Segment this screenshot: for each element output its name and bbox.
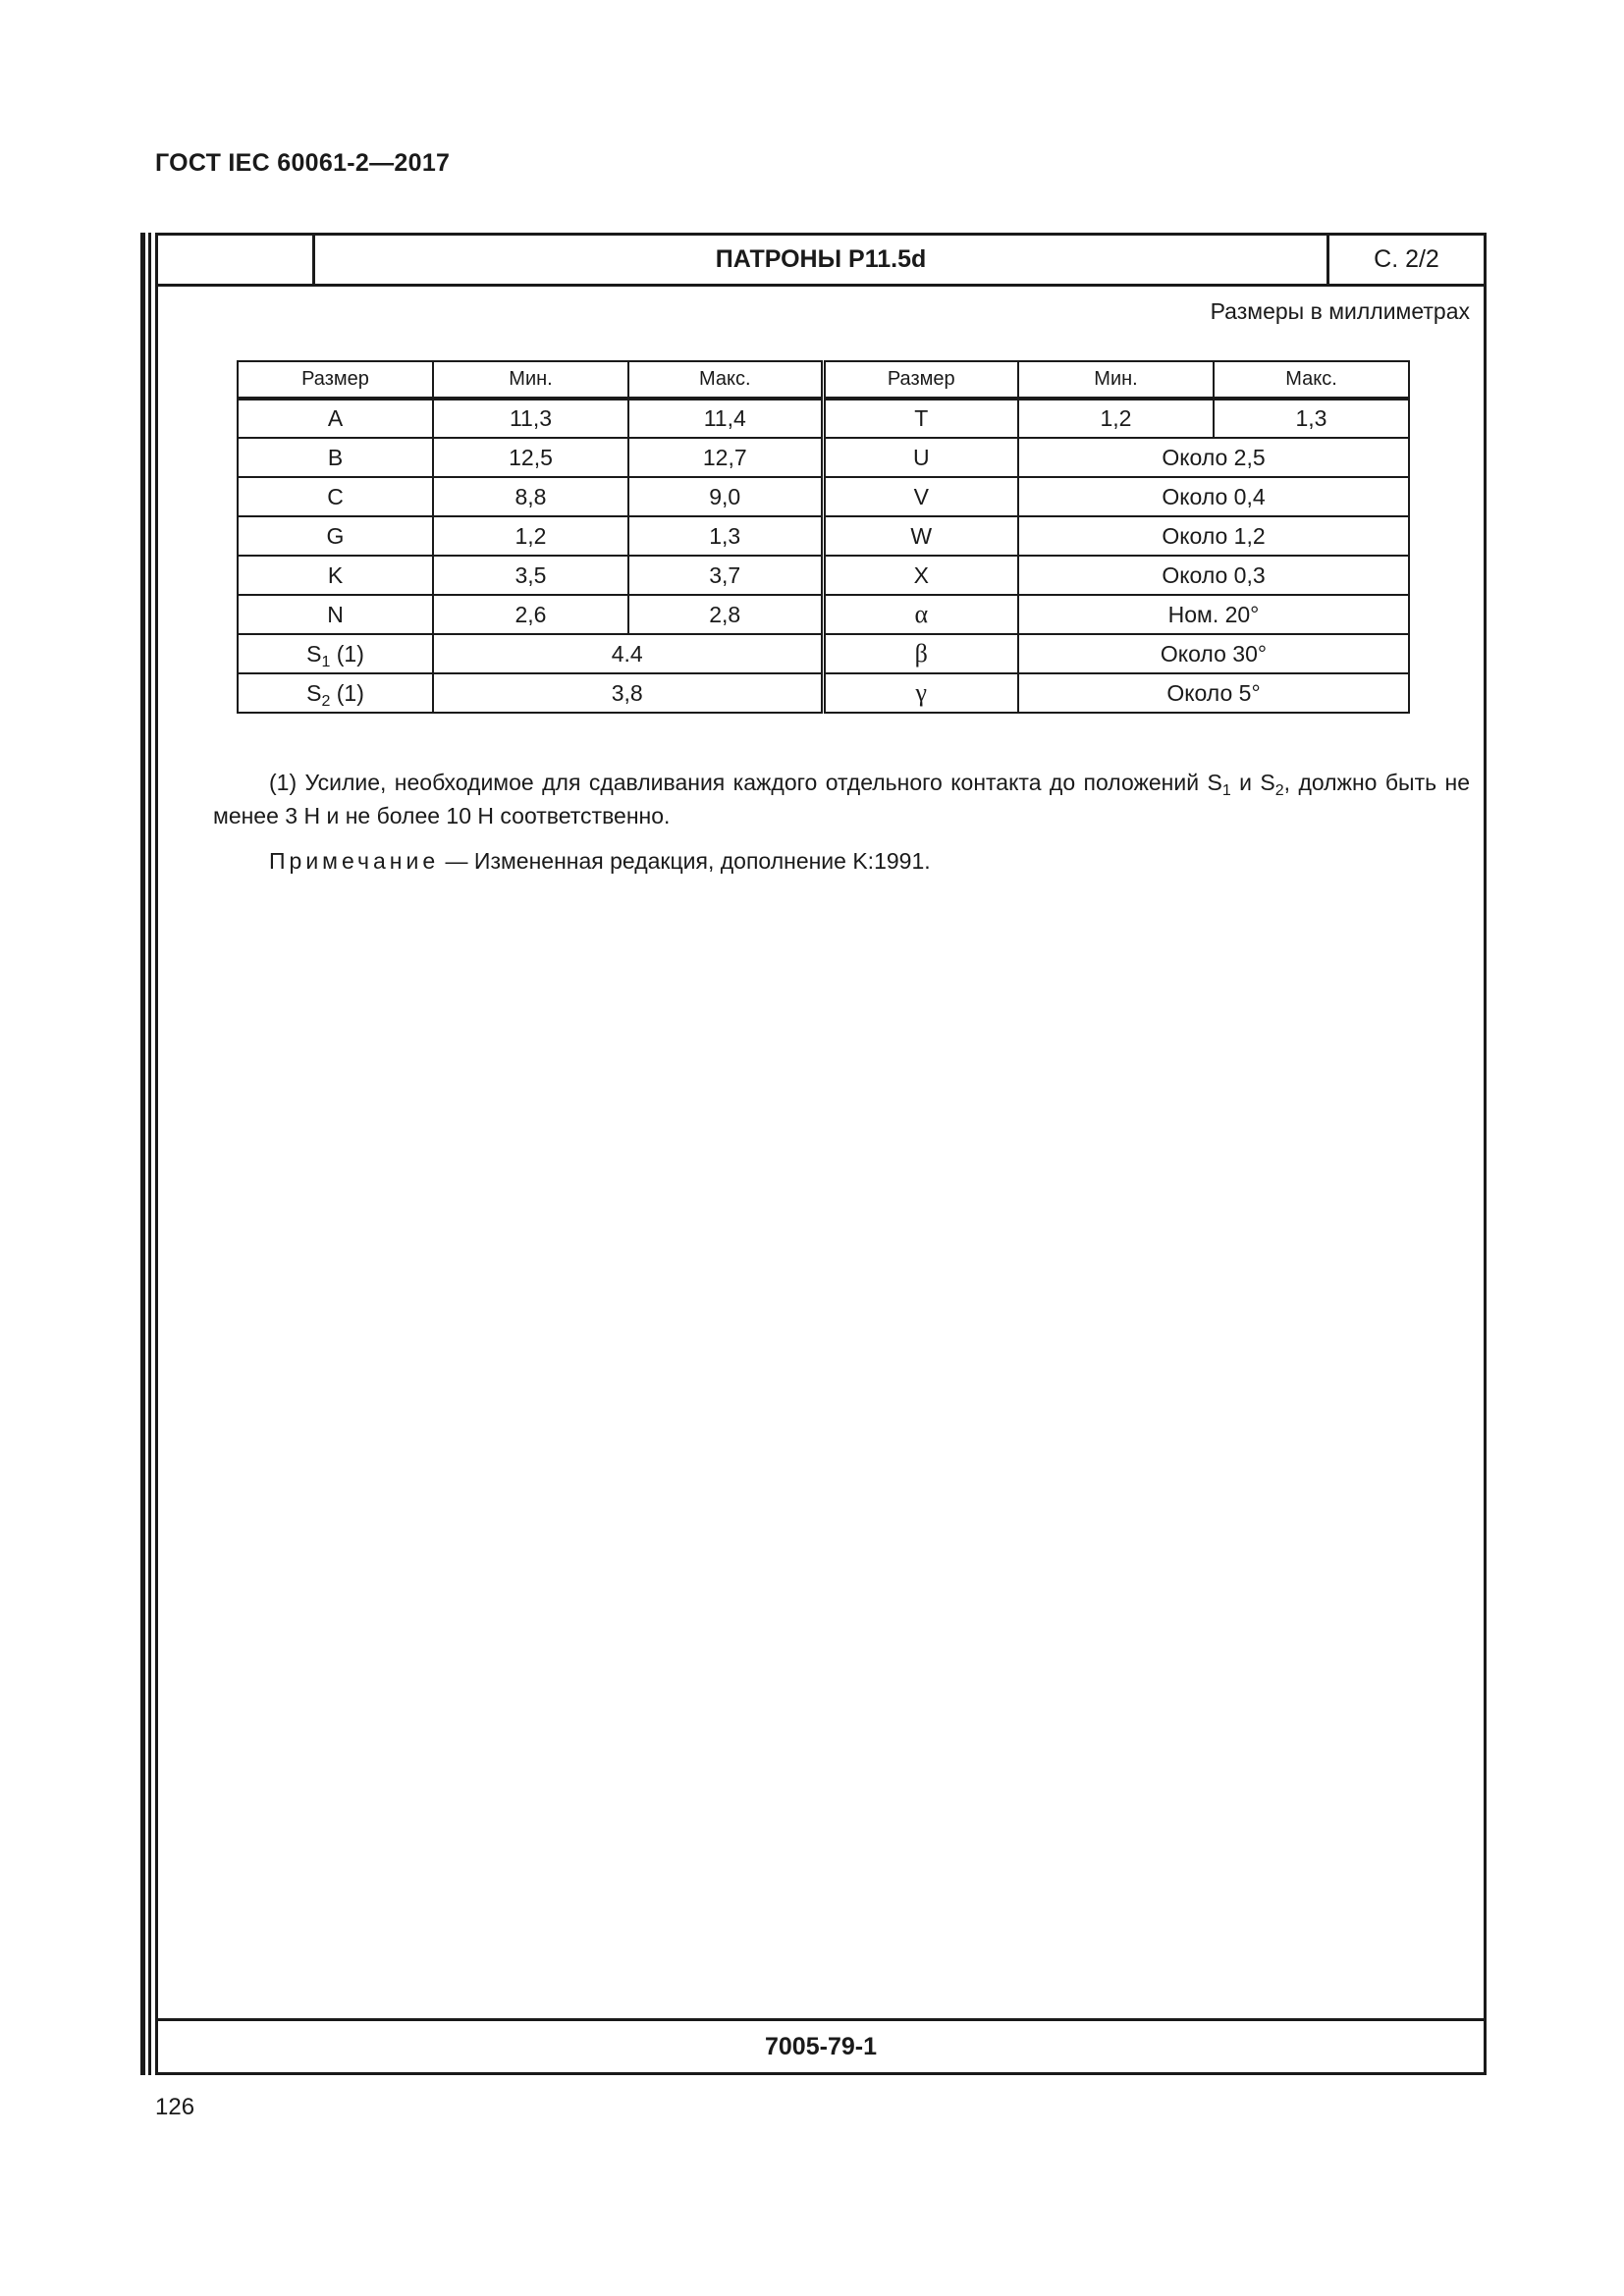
notes-block xyxy=(213,766,1470,878)
header-cell: Мин. xyxy=(1018,361,1214,399)
sheet-title-row xyxy=(158,236,1484,287)
dimensions-table xyxy=(237,360,1410,714)
margin-rule-inner xyxy=(148,233,151,2075)
value-cell: Около 1,2 xyxy=(1018,516,1409,556)
table-row xyxy=(238,634,1409,673)
table-row xyxy=(238,399,1409,438)
table-row xyxy=(238,477,1409,516)
table-row xyxy=(238,556,1409,595)
min-cell: 1,2 xyxy=(433,516,628,556)
dim-cell: B xyxy=(238,438,433,477)
table-row xyxy=(238,438,1409,477)
footnote-text: (1) Усилие, необходимое для сдавливания каждого отдельного контакта до положений S xyxy=(269,770,1222,795)
header-cell: Размер xyxy=(238,361,433,399)
dim-subscript: 2 xyxy=(321,692,331,710)
value-cell: Ном. 20° xyxy=(1018,595,1409,634)
dim-cell: U xyxy=(823,438,1018,477)
max-cell: 12,7 xyxy=(628,438,823,477)
dim-cell: V xyxy=(823,477,1018,516)
min-cell: 1,2 xyxy=(1018,399,1214,438)
value-cell: Около 0,4 xyxy=(1018,477,1409,516)
footnote-text: и S xyxy=(1230,770,1275,795)
header-cell: Макс. xyxy=(628,361,823,399)
footnote xyxy=(213,766,1470,832)
header-cell: Макс. xyxy=(1214,361,1409,399)
dim-cell-beta: β xyxy=(823,634,1018,673)
footnote-text: , должно быть не менее 3 Н и не более 10 Н соответственно. xyxy=(213,770,1471,828)
max-cell: 3,7 xyxy=(628,556,823,595)
sheet-page-ref: С. 2/2 xyxy=(1326,236,1484,284)
table-header-row xyxy=(238,361,1409,399)
standard-header: ГОСТ IEC 60061-2—2017 xyxy=(155,149,451,177)
max-cell: 9,0 xyxy=(628,477,823,516)
dim-cell: T xyxy=(823,399,1018,438)
remark xyxy=(213,844,1470,878)
dim-suffix: (1) xyxy=(330,679,364,706)
max-cell: 1,3 xyxy=(1214,399,1409,438)
min-cell: 12,5 xyxy=(433,438,628,477)
footnote-subscript: 2 xyxy=(1274,782,1284,799)
dim-cell-gamma: γ xyxy=(823,673,1018,713)
dim-cell: A xyxy=(238,399,433,438)
value-cell: Около 0,3 xyxy=(1018,556,1409,595)
sheet-code: 7005-79-1 xyxy=(158,2018,1484,2072)
value-cell: Около 5° xyxy=(1018,673,1409,713)
dim-cell-s1 xyxy=(238,634,433,673)
max-cell: 1,3 xyxy=(628,516,823,556)
value-cell: Около 2,5 xyxy=(1018,438,1409,477)
min-cell: 2,6 xyxy=(433,595,628,634)
dim-base: S xyxy=(306,640,322,667)
dim-cell: X xyxy=(823,556,1018,595)
dim-cell: C xyxy=(238,477,433,516)
dim-suffix: (1) xyxy=(330,640,364,667)
dim-cell: N xyxy=(238,595,433,634)
units-note: Размеры в миллиметрах xyxy=(1210,298,1470,324)
dim-base: S xyxy=(306,679,322,706)
dim-subscript: 1 xyxy=(321,653,331,670)
footnote-subscript: 1 xyxy=(1221,782,1231,799)
min-cell: 8,8 xyxy=(433,477,628,516)
title-blank-cell xyxy=(158,236,315,284)
min-cell: 11,3 xyxy=(433,399,628,438)
margin-rule-outer xyxy=(140,233,145,2075)
dim-cell: K xyxy=(238,556,433,595)
sheet-title: ПАТРОНЫ P11.5d xyxy=(715,245,927,273)
value-cell: 4.4 xyxy=(433,634,823,673)
min-cell: 3,5 xyxy=(433,556,628,595)
max-cell: 11,4 xyxy=(628,399,823,438)
page-number: 126 xyxy=(155,2094,195,2120)
table-row xyxy=(238,595,1409,634)
dim-cell-alpha: α xyxy=(823,595,1018,634)
dim-cell: W xyxy=(823,516,1018,556)
remark-dash: — xyxy=(439,848,474,874)
dim-cell-s2 xyxy=(238,673,433,713)
sheet-frame xyxy=(155,233,1487,2075)
table-row xyxy=(238,673,1409,713)
header-cell: Мин. xyxy=(433,361,628,399)
dim-cell: G xyxy=(238,516,433,556)
max-cell: 2,8 xyxy=(628,595,823,634)
value-cell: 3,8 xyxy=(433,673,823,713)
value-cell: Около 30° xyxy=(1018,634,1409,673)
header-cell: Размер xyxy=(823,361,1018,399)
remark-text: Измененная редакция, дополнение K:1991. xyxy=(473,848,931,874)
remark-label: Примечание xyxy=(269,848,440,874)
table-row xyxy=(238,516,1409,556)
